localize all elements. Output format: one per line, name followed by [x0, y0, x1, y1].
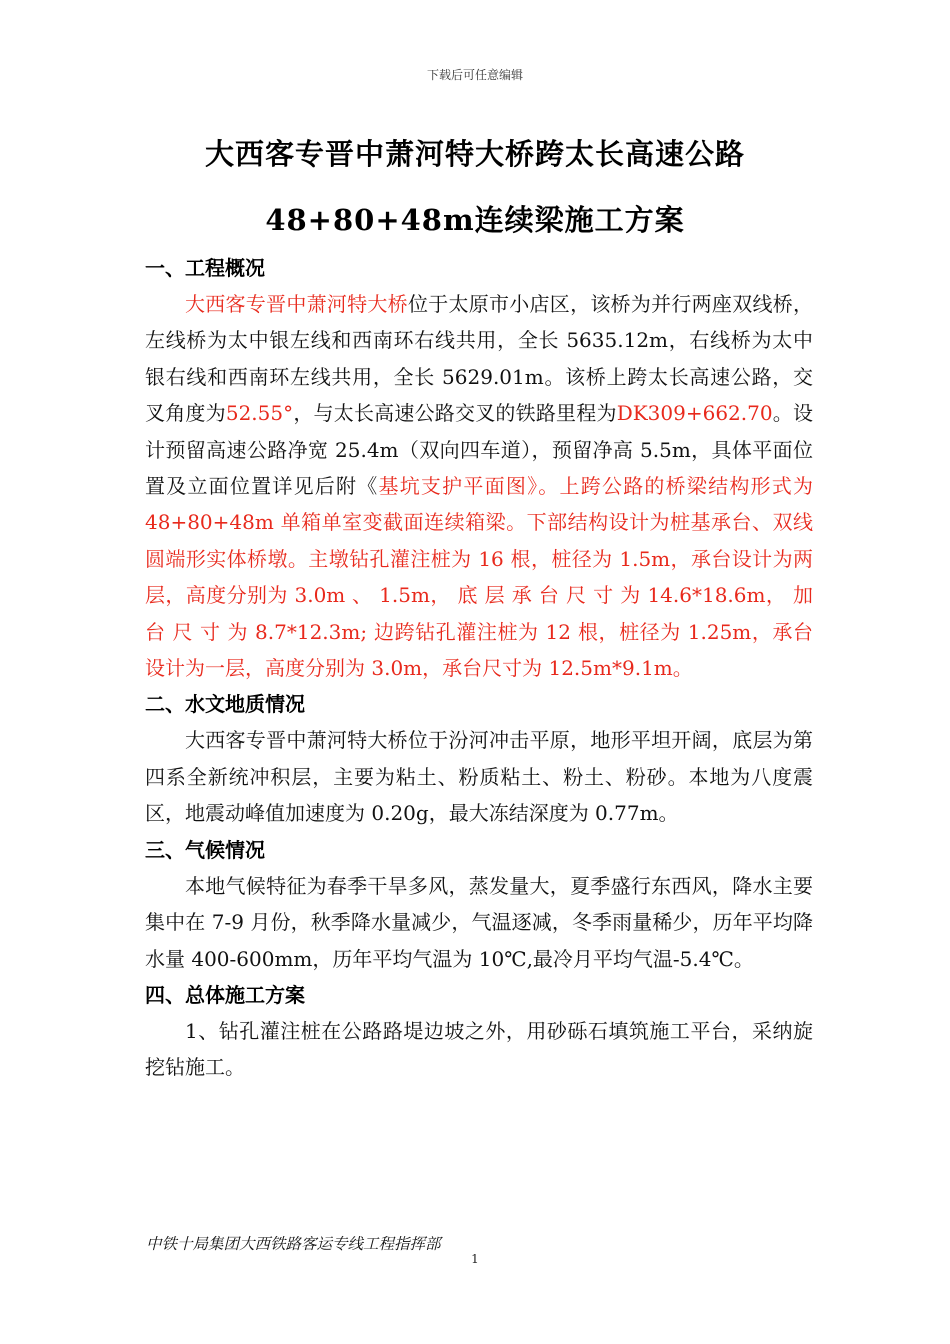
- overview-text-3: 。设计预留高速公路净宽 25.4m（双向四车道），预留净高 5.5m，具体平面位置及立面位置详见后附《: [145, 401, 814, 499]
- hydrogeology-paragraph: 大西客专晋中萧河特大桥位于汾河冲击平原，地形平坦开阔，底层为第四系全新统冲积层，主要为粘土、粉质粘土、粉土、粉砂。本地为八度震区，地震动峰值加速度为 0.20g，最大冻结深度为 0.77m。: [145, 728, 813, 826]
- overview-text-2: ，与太长高速公路交叉的铁路里程为: [293, 401, 617, 426]
- footer-organization: 中铁十局集团大西铁路客运专线工程指挥部: [146, 1235, 441, 1253]
- overview-paragraph: [145, 286, 813, 686]
- section-heading-construction-plan: 四、总体施工方案: [145, 982, 305, 1007]
- crossing-angle-highlight: 52.55°: [225, 401, 294, 426]
- mileage-highlight: DK309+662.70: [616, 401, 773, 426]
- section-heading-hydrogeology: 二、水文地质情况: [145, 692, 305, 717]
- climate-paragraph: 本地气候特征为春季干旱多风，蒸发量大，夏季盛行东西风，降水主要集中在 7-9 月份，秋季降水量减少，气温逐减，冬季雨量稀少，历年平均降水量 400-600mm，历年平均气温为 10℃,最冷月平均气温-5.4℃。: [145, 873, 813, 971]
- page-number: 1: [471, 1252, 479, 1266]
- overview-text-1: 位于太原市小店区，该桥为并行两座双线桥，左线桥为太中银左线和西南环右线共用，全长 5635.12m，右线桥为太中银右线和西南环左线共用，全长 5629.01m。该桥上跨太长高速公路，交叉角度为: [145, 292, 814, 426]
- section-heading-climate: 三、气候情况: [145, 837, 265, 862]
- structure-text-highlight: 基坑支护平面图》。上跨公路的桥梁结构形式为 48+80+48m 单箱单室变截面连续箱梁。下部结构设计为桩基承台、双线圆端形实体桥墩。主墩钻孔灌注桩为 16 根，桩径为 1.5m，承台设计为两层，高度分别为 3.0m 、 1.5m， 底 层 承 台 尺 寸 为 14.6*18.6m， 加 台 尺 寸 为 8.7*12.3m; 边跨钻孔灌注桩为 12 根，桩径为 1.25m，承台设计为一层，高度分别为 3.0m，承台尺寸为 12.5m*9.1m。: [145, 474, 814, 681]
- document-title-line1: 大西客专晋中萧河特大桥跨太长高速公路: [204, 137, 745, 171]
- bridge-name-highlight: 大西客专晋中萧河特大桥: [185, 292, 408, 316]
- section-heading-overview: 一、工程概况: [145, 256, 265, 280]
- construction-plan-paragraph: 1、钻孔灌注桩在公路路堤边坡之外，用砂砾石填筑施工平台，采纳旋挖钻施工。: [145, 1018, 813, 1080]
- document-title-line2: 48+80+48m连续梁施工方案: [265, 203, 685, 237]
- document-body: [145, 250, 813, 1086]
- header-note: 下载后可任意编辑: [426, 68, 523, 82]
